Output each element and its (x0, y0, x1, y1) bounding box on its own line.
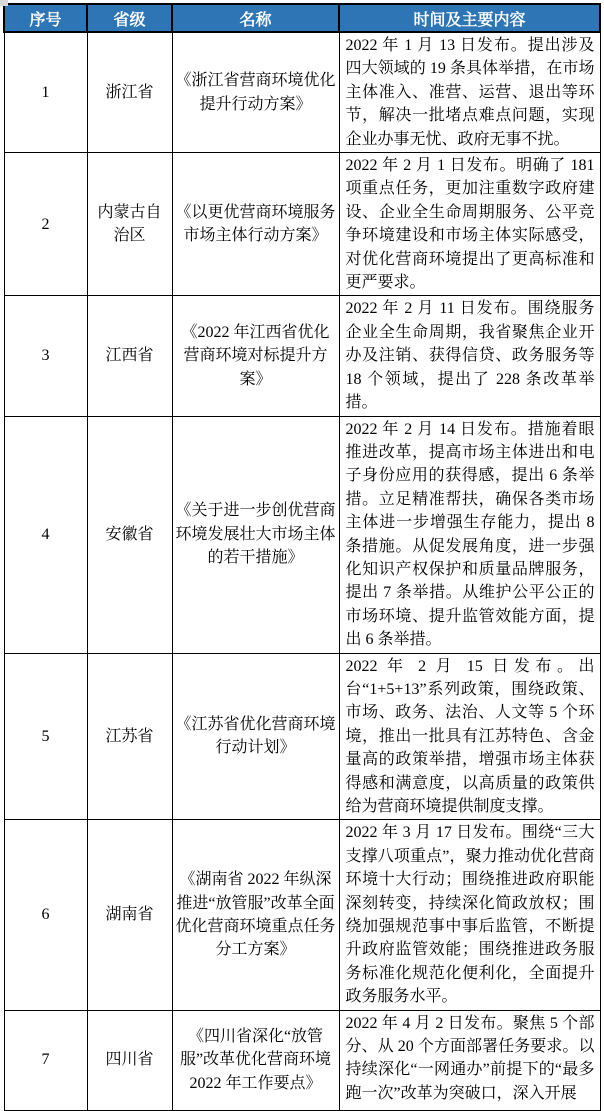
table-row (4, 296, 600, 416)
corner-artifact (0, 0, 8, 6)
policy-name-cell: 《四川省深化“放管服”改革优化营商环境 2022 年工作要点》 (172, 1010, 339, 1110)
policy-name-cell: 《以更优营商环境服务市场主体行动方案》 (172, 153, 339, 296)
column-header-content: 时间及主要内容 (339, 4, 600, 32)
content-cell: 2022 年 1 月 13 日发布。提出涉及四大领域的 19 条具体举措，在市场主体准入、准营、运营、退出等环节，解决一批堵点难点问题，实现企业办事无忧、政府无事不扰。 (339, 32, 600, 153)
row-number-cell: 4 (4, 416, 87, 653)
content-cell: 2022 年 2 月 14 日发布。措施着眼推进改革，提高市场主体进出和电子身份应用的获得感，提出 6 条举措。立足精准帮扶，确保各类市场主体进一步增强生存能力，提出 8 条措施。从促发展角度，进一步强化知识产权保护和质量品牌服务，提出 7 条举措。从维护公平公正的市场环境、提升监管效能方面，提出 6 条举措。 (339, 416, 600, 653)
policy-name-cell: 《湖南省 2022 年纵深推进“放管服”改革全面优化营商环境重点任务分工方案》 (172, 820, 339, 1010)
row-number-cell: 2 (4, 153, 87, 296)
province-cell: 四川省 (87, 1010, 172, 1110)
province-cell: 安徽省 (87, 416, 172, 653)
policy-table (3, 3, 601, 1111)
table-row (4, 32, 600, 153)
table-body (4, 32, 600, 1110)
policy-name-cell: 《2022 年江西省优化营商环境对标提升方案》 (172, 296, 339, 416)
column-header-no: 序号 (4, 4, 87, 32)
row-number-cell: 5 (4, 653, 87, 820)
content-cell: 2022 年 4 月 2 日发布。聚焦 5 个部分、从 20 个方面部署任务要求。以持续深化“一网通办”前提下的“最多跑一次”改革为突破口，深入开展 (339, 1010, 600, 1110)
table-row (4, 653, 600, 820)
column-header-province: 省级 (87, 4, 172, 32)
content-cell: 2022 年 2 月 11 日发布。围绕服务企业全生命周期，我省聚焦企业开办及注销、获得信贷、政务服务等 18 个领域，提出了 228 条改革举措。 (339, 296, 600, 416)
province-cell: 江苏省 (87, 653, 172, 820)
table-row (4, 416, 600, 653)
province-cell: 江西省 (87, 296, 172, 416)
table-header-row (4, 4, 600, 32)
province-cell: 内蒙古自治区 (87, 153, 172, 296)
row-number-cell: 7 (4, 1010, 87, 1110)
province-cell: 湖南省 (87, 820, 172, 1010)
table-row (4, 153, 600, 296)
policy-name-cell: 《关于进一步创优营商环境发展壮大市场主体的若干措施》 (172, 416, 339, 653)
province-cell: 浙江省 (87, 32, 172, 153)
row-number-cell: 3 (4, 296, 87, 416)
content-cell: 2022 年 2 月 1 日发布。明确了 181 项重点任务，更加注重数字政府建设、企业全生命周期服务、公平竞争环境建设和市场主体实际感受，对优化营商环境提出了更高标准和更严要求。 (339, 153, 600, 296)
content-cell: 2022 年 3 月 17 日发布。围绕“三大支撑八项重点”，聚力推动优化营商环境十大行动；围绕推进政府职能深刻转变，持续深化简政放权；围绕加强规范事中事后监管，不断提升政府监管效能；围绕推进政务服务标准化规范化便利化，全面提升政务服务水平。 (339, 820, 600, 1010)
table-row (4, 1010, 600, 1110)
table-row (4, 820, 600, 1010)
policy-name-cell: 《江苏省优化营商环境行动计划》 (172, 653, 339, 820)
content-cell: 2022 年 2 月 15 日发布。出台“1+5+13”系列政策，围绕政策、市场、政务、法治、人文等 5 个环境，推出一批具有江苏特色、含金量高的政策举措，增强市场主体获得感和满意度，以高质量的政策供给为营商环境提供制度支撑。 (339, 653, 600, 820)
row-number-cell: 6 (4, 820, 87, 1010)
column-header-name: 名称 (172, 4, 339, 32)
row-number-cell: 1 (4, 32, 87, 153)
policy-name-cell: 《浙江省营商环境优化提升行动方案》 (172, 32, 339, 153)
